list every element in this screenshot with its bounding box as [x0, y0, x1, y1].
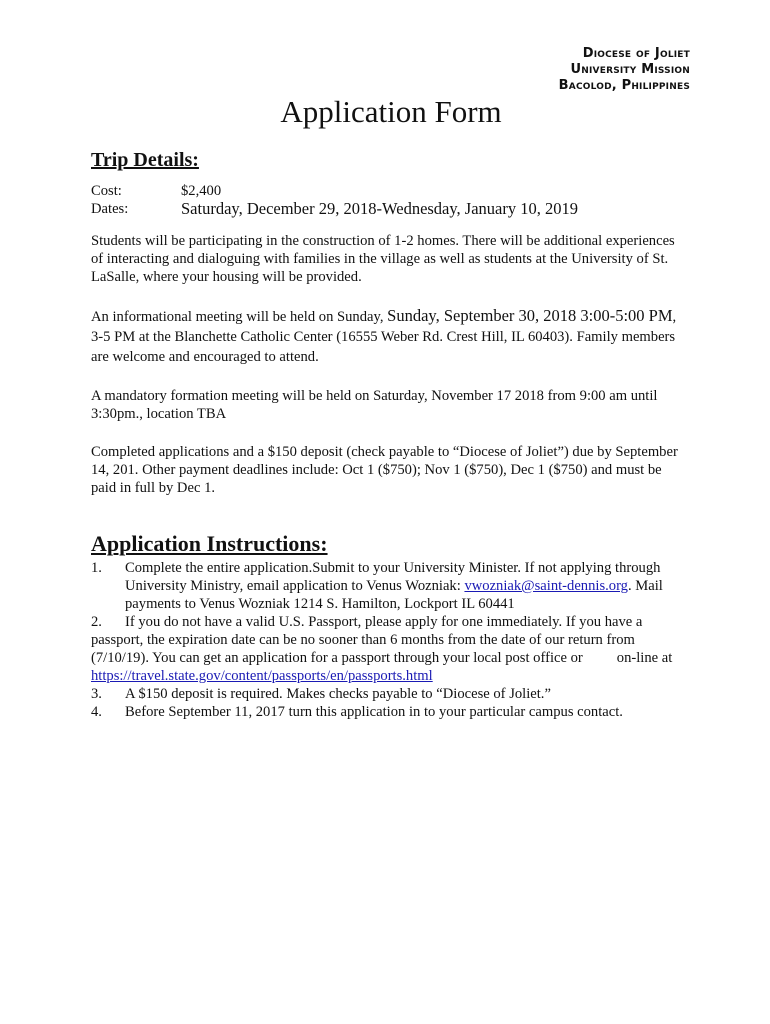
item-4-text: Before September 11, 2017 turn this application in to your particular campus contact.	[125, 704, 623, 720]
dates-label: Dates:	[91, 201, 129, 217]
info-meeting-paragraph	[91, 306, 681, 367]
organization-block	[559, 46, 690, 94]
item-3-text: A $150 deposit is required. Makes checks payable to “Diocese of Joliet.”	[125, 686, 551, 702]
payment-deadlines-paragraph: Completed applications and a $150 deposit (check payable to “Diocese of Joliet”) due by September 14, 201. Other payment deadlines include: Oct 1 ($750); Nov 1 ($750), Dec 1 ($750) and must be paid in full by Dec 1.	[91, 444, 678, 496]
info-meeting-intro: An informational meeting will be held on Sunday,	[91, 309, 388, 325]
org-name: Diocese of Joliet	[582, 46, 690, 61]
dates-value: Saturday, December 29, 2018-Wednesday, January 10, 2019	[181, 199, 578, 218]
trip-description: Students will be participating in the construction of 1-2 homes. There will be additional experiences of interacting and dialoguing with families in the village as well as students at the University of St. LaSalle, where your housing will be provided.	[91, 233, 675, 285]
item-2-online: on-line at	[616, 650, 673, 666]
dates-row	[91, 200, 681, 218]
item-2-text: If you do not have a valid U.S. Passport, please apply for one immediately. If you have a passport, the expiration date can be no sooner than 6 months from the date of our return from (7/10/19). You can get an application for a passport through your local post office or	[91, 614, 643, 666]
email-link[interactable]: vwozniak@saint-dennis.org	[464, 578, 628, 594]
item-1-mailing-address: . Mail payments to Venus Wozniak 1214 S. Hamilton, Lockport IL 60441	[125, 578, 663, 612]
item-number: 1.	[91, 560, 102, 576]
item-number: 4.	[91, 704, 102, 720]
passport-link[interactable]: https://travel.state.gov/content/passports/en/passports.html	[91, 668, 433, 684]
document-body	[91, 148, 681, 721]
org-mission: University Mission	[570, 62, 690, 77]
info-meeting-date: Sunday, September 30, 2018 3:00-5:00 PM	[387, 306, 673, 325]
info-meeting-details: , 3-5 PM at the Blanchette Catholic Center (16555 Weber Rd. Crest Hill, IL 60403). Family members are welcome and encouraged to attend.	[91, 309, 677, 365]
instruction-item-3	[91, 685, 681, 703]
instruction-item-2	[91, 613, 681, 685]
instruction-item-1	[91, 559, 681, 613]
item-1-text: Complete the entire application.Submit to your University Minister. If not applying through University Ministry, email application to Venus Wozniak:	[125, 560, 661, 594]
application-instructions-heading: Application Instructions:	[91, 531, 328, 556]
trip-details-heading: Trip Details:	[91, 149, 199, 171]
cost-label: Cost:	[91, 183, 122, 199]
item-number: 3.	[91, 686, 102, 702]
org-location: Bacolod, Philippines	[558, 78, 690, 93]
formation-meeting-paragraph: A mandatory formation meeting will be held on Saturday, November 17 2018 from 9:00 am until 3:30pm., location TBA	[91, 388, 658, 422]
page-title: Application Form	[280, 94, 502, 129]
cost-row	[91, 182, 681, 200]
item-number: 2.	[91, 614, 102, 630]
cost-value: $2,400	[181, 183, 222, 199]
instruction-item-4	[91, 703, 691, 721]
